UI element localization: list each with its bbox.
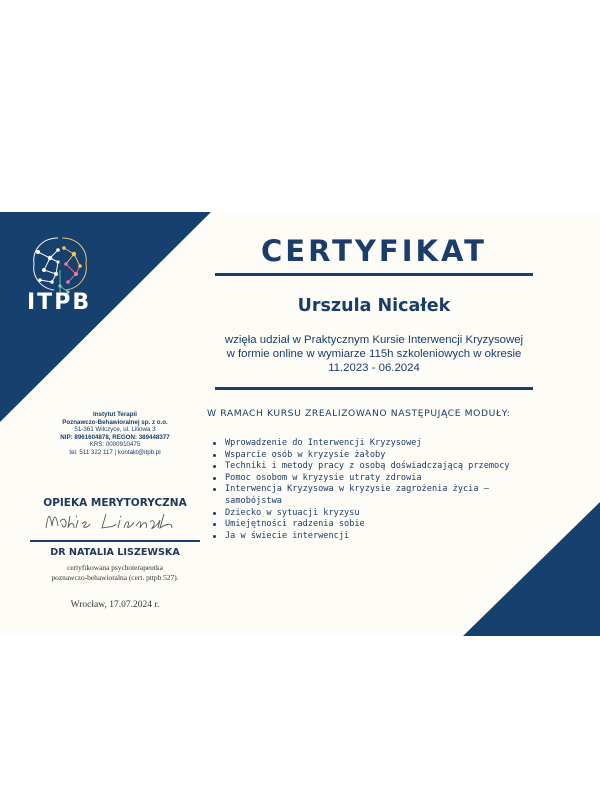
place-and-date: Wrocław, 17.07.2024 r. [70, 600, 160, 610]
bullet-dot-icon [213, 523, 216, 526]
bullet-dot-icon [213, 442, 216, 445]
institute-legal-name: Poznawczo-Behawioralnej sp. z o.o. [62, 418, 168, 426]
supervision-heading: OPIEKA MERYTORYCZNA [43, 497, 187, 509]
institute-name: Instytut Terapii [93, 411, 137, 418]
list-item [213, 450, 533, 462]
module-label: Ja w świecie interwencji [225, 530, 350, 541]
description-line: 11.2023 - 06.2024 [328, 362, 420, 374]
module-label: Umiejętności radzenia sobie [225, 519, 365, 530]
module-label: Interwencja Kryzysowa w kryzysie zagrożenia życia – samobójstwa [225, 484, 489, 506]
module-label: Wsparcie osób w kryzysie żałoby [225, 449, 386, 460]
bullet-dot-icon [213, 488, 216, 491]
supervisor-credentials [30, 563, 200, 582]
institute-street: 51-361 Wilczyce, ul. Liliowa 3 [74, 426, 156, 433]
handwritten-signature [40, 508, 190, 534]
supervisor-name: DR NATALIA LISZEWSKA [50, 547, 180, 558]
certificate [0, 212, 600, 636]
module-label: Pomoc osobom w kryzysie utraty zdrowia [225, 472, 422, 483]
list-item [213, 531, 533, 543]
supervisor-credentials-line: poznawczo-behawioralna (cert. pttpb 527). [51, 572, 179, 582]
institute-tax-ids: NIP: 8961604878, REGON: 389448377 [60, 433, 170, 441]
description-rule [215, 387, 533, 390]
logo-text: ITPB [27, 290, 92, 315]
bullet-dot-icon [213, 454, 216, 457]
bullet-dot-icon [213, 512, 216, 515]
certificate-title: CERTYFIKAT [261, 234, 487, 268]
modules-heading: W RAMACH KURSU ZREALIZOWANO NASTĘPUJĄCE MODUŁY: [207, 408, 511, 419]
title-rule [215, 273, 533, 276]
module-label: Dziecko w sytuacji kryzysu [225, 507, 360, 518]
bullet-dot-icon [213, 535, 216, 538]
list-item [213, 484, 533, 507]
list-item [213, 461, 533, 473]
list-item [213, 438, 533, 450]
recipient-name: Urszula Nicałek [297, 296, 451, 316]
signature-line [30, 540, 200, 542]
list-item [213, 519, 533, 531]
modules-list [213, 438, 533, 542]
bullet-dot-icon [213, 477, 216, 480]
bullet-dot-icon [213, 465, 216, 468]
list-item [213, 473, 533, 485]
institute-address [40, 411, 190, 456]
description-line: w formie online w wymiarze 115h szkoleniowych w okresie [226, 348, 522, 360]
module-label: Wprowadzenie do Interwencji Kryzysowej [225, 438, 422, 448]
institute-contact: tel. 511 322 117 | kontakt@itpb.pl [69, 448, 161, 456]
institute-krs: KRS: 0000910475 [89, 441, 141, 448]
module-label: Techniki i metody pracy z osobą doświadczającą przemocy [225, 461, 510, 472]
course-description [215, 333, 533, 375]
description-line: wzięła udział w Praktycznym Kursie Interwencji Kryzysowej [224, 334, 524, 346]
list-item [213, 508, 533, 520]
supervisor-credentials-line: certyfikowana psychoterapeutka [67, 563, 163, 572]
